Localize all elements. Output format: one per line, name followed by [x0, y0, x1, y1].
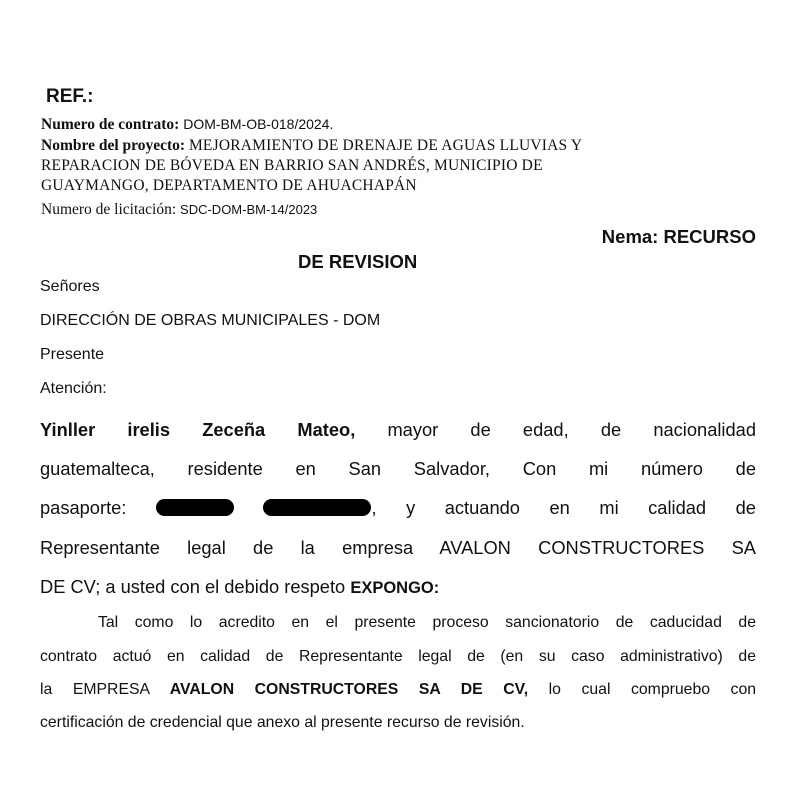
body1-line-1-text: mayor de edad, de nacionalidad [387, 419, 756, 440]
nema-heading-line-2: DE REVISION [298, 251, 418, 272]
body2-line-4: certificación de credencial que anexo al presente recurso de revisión. [40, 714, 525, 731]
project-name-value-1: MEJORAMIENTO DE DRENAJE DE AGUAS LLUVIAS Y [188, 137, 583, 154]
ref-title: REF.: [46, 86, 94, 107]
body2-line-3-start: la EMPRESA [40, 681, 150, 698]
tender-number-line [41, 201, 317, 219]
body2-line-1: Tal como lo acredito en el presente proceso sancionatorio de caducidad de [98, 614, 756, 631]
body1-line-4: Representante legal de la empresa AVALON CONSTRUCTORES SA [40, 537, 756, 558]
greeting-senores: Señores [40, 278, 100, 295]
body1-line-5-text: DE CV; a usted con el debido respeto [40, 576, 346, 597]
project-name-value-2: REPARACION DE BÓVEDA EN BARRIO SAN ANDRÉS, MUNICIPIO DE [41, 157, 543, 174]
body1-line-1 [40, 419, 756, 441]
body2-line-3 [40, 681, 756, 699]
passport-label: pasaporte: [40, 497, 127, 518]
contract-number-line [41, 116, 333, 134]
project-name-line-1 [41, 137, 582, 155]
body2-line-3-end: lo cual compruebo con [548, 681, 757, 698]
body2-line-2: contrato actuó en calidad de Representante legal de (en su caso administrativo) de [40, 648, 756, 665]
greeting-atencion: Atención: [40, 380, 107, 397]
signer-name: Yinller irelis Zeceña Mateo, [40, 419, 356, 440]
body1-line-2: guatemalteca, residente en San Salvador, Con mi número de [40, 458, 756, 479]
redacted-passport-part-1 [156, 499, 234, 516]
greeting-recipient: DIRECCIÓN DE OBRAS MUNICIPALES - DOM [40, 312, 381, 329]
tender-number-label: Numero de licitación: [41, 201, 177, 218]
company-name: AVALON CONSTRUCTORES SA DE CV, [169, 681, 529, 698]
nema-heading: Nema: RECURSO [601, 226, 756, 247]
project-name-label: Nombre del proyecto: [41, 137, 186, 154]
contract-number-value: DOM-BM-OB-018/2024. [183, 116, 334, 132]
tender-number-value: SDC-DOM-BM-14/2023 [180, 202, 318, 217]
project-name-value-3: GUAYMANGO, DEPARTAMENTO DE AHUACHAPÁN [41, 177, 417, 194]
body1-line-3 [40, 497, 756, 519]
redacted-passport-part-2 [263, 499, 371, 516]
greeting-presente: Presente [40, 346, 105, 363]
expongo-label: EXPONGO: [350, 579, 440, 597]
body1-line-5 [40, 576, 439, 598]
contract-number-label: Numero de contrato: [41, 116, 180, 133]
body1-line-3-end: , y actuando en mi calidad de [371, 497, 756, 518]
